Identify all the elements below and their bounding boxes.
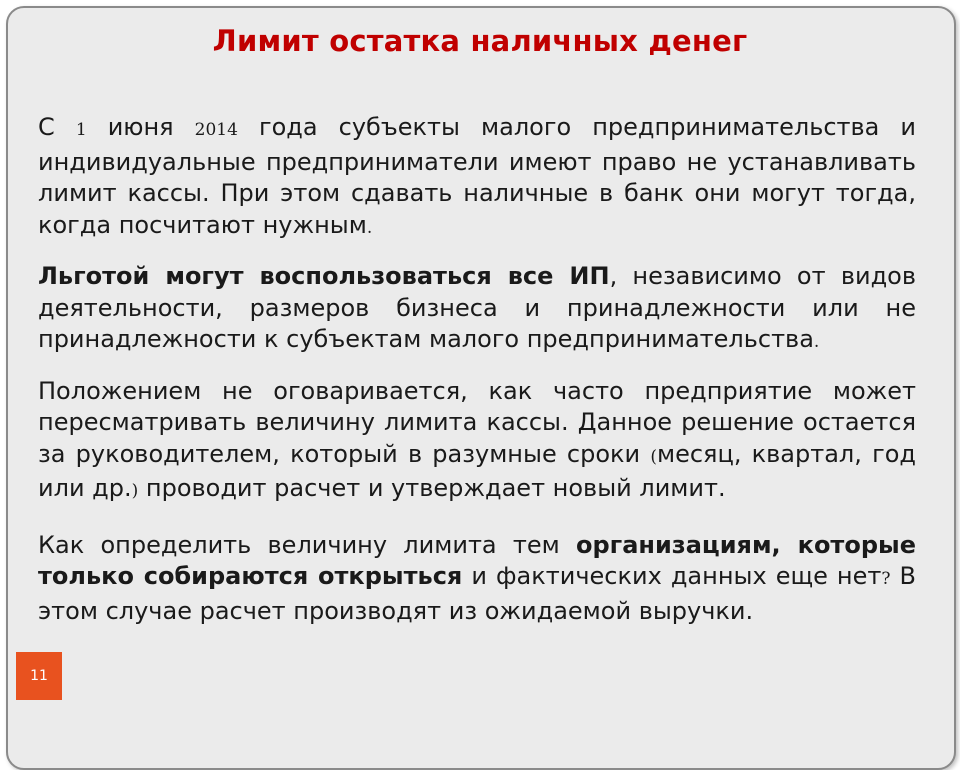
paragraph-2 — [38, 261, 916, 359]
p1-day: 1 — [75, 120, 87, 140]
p4-question: ? — [881, 569, 891, 589]
p4-text-3: В этом случае расчет производят из ожидаемой выручки. — [38, 562, 917, 625]
p2-end: . — [813, 332, 820, 352]
p3-text-2: месяц, квартал, год или др. — [38, 439, 916, 502]
paragraph-1 — [38, 112, 916, 244]
p1-text-2: июня — [86, 113, 195, 141]
paragraph-4 — [38, 530, 916, 628]
p2-text-1: , независимо от видов деятельности, размеров бизнеса и принадлежности или не принадлежности к субъектам малого предпринимательства — [38, 262, 916, 353]
p3-text-3: проводит расчет и утверждает новый лимит. — [138, 474, 726, 502]
p3-text-1: Положением не оговаривается, как часто предприятие может пересматривать величину лимита кассы. Данное решение остается за руководителем, который в разумные сроки — [38, 376, 916, 468]
p1-text-3: года субъекты малого предпринимательства и индивидуальные предприниматели имеют право не устанавливать лимит кассы. При этом сдавать наличные в банк они могут тогда, когда посчитают нужным — [38, 113, 917, 239]
p3-close: ) — [131, 481, 139, 501]
p1-text-1: С — [38, 113, 76, 141]
p4-bold: организациям, которые только собираются открыться — [38, 530, 916, 590]
p4-text-1: Как определить величину лимита тем — [38, 530, 576, 559]
p3-open: ( — [650, 446, 657, 467]
paragraph-3 — [38, 376, 916, 508]
p4-text-2: и фактических данных еще нет — [462, 562, 882, 590]
p1-year: 2014 — [194, 120, 238, 140]
slide-body — [38, 112, 916, 644]
p1-end: . — [366, 217, 373, 238]
page-number: 11 — [30, 668, 48, 684]
page-number-badge — [16, 652, 62, 700]
p2-bold: Льготой могут воспользоваться все ИП — [38, 262, 610, 290]
slide-title: Лимит остатка наличных денег — [212, 24, 748, 58]
